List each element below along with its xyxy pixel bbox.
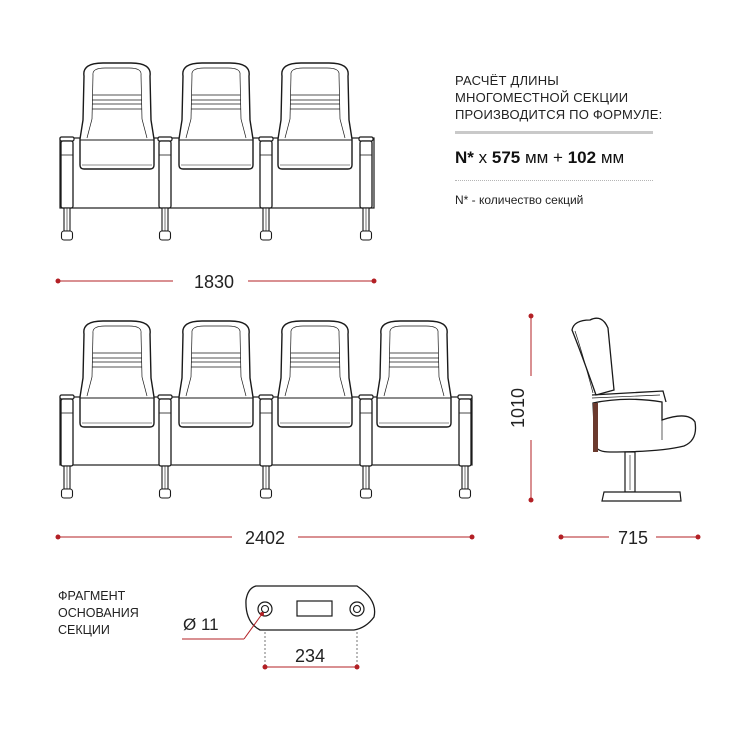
formula-times: х xyxy=(473,148,492,167)
dimension-234 xyxy=(263,646,360,670)
formula-divider xyxy=(455,131,653,134)
armrest-3-4 xyxy=(359,137,373,240)
seat-3-3 xyxy=(278,63,352,169)
armrest-4-3 xyxy=(259,395,273,498)
armrest-4-5 xyxy=(458,395,472,498)
seat-4-1 xyxy=(80,321,154,427)
seat-4-3 xyxy=(278,321,352,427)
dimension-1010-label: 1010 xyxy=(508,387,528,429)
fragment-label-line-1: ФРАГМЕНТ xyxy=(58,589,126,603)
dimension-234-label: 234 xyxy=(294,646,326,666)
three-seat-section xyxy=(60,63,374,240)
formula-n: N* xyxy=(455,148,474,167)
formula-heading xyxy=(455,72,663,123)
dimension-hole-diameter-label: Ø 11 xyxy=(183,615,219,634)
fragment-label xyxy=(58,588,139,639)
formula-heading-line-1: РАСЧЁТ ДЛИНЫ xyxy=(455,73,560,88)
fragment-label-line-2: ОСНОВАНИЯ xyxy=(58,606,139,620)
seat-3-2 xyxy=(179,63,253,169)
dimension-2402 xyxy=(56,528,475,548)
formula-unit-plus: мм + xyxy=(520,148,568,167)
armrest-4-2 xyxy=(158,395,172,498)
armrest-4-4 xyxy=(359,395,373,498)
dimension-1010 xyxy=(508,314,534,503)
armrest-4-1 xyxy=(60,395,74,498)
seat-4-4 xyxy=(377,321,451,427)
dimension-1830-label: 1830 xyxy=(193,272,235,292)
formula-heading-line-2: МНОГОМЕСТНОЙ СЕКЦИИ xyxy=(455,90,629,105)
formula-note: N* - количество секций xyxy=(455,193,584,207)
armrest-3-3 xyxy=(259,137,273,240)
formula-addition: 102 xyxy=(567,148,597,167)
four-seat-section xyxy=(60,321,472,498)
side-view-chair xyxy=(572,318,696,501)
dimension-1830 xyxy=(56,272,377,292)
armrest-3-1 xyxy=(60,137,74,240)
formula-seat-width: 575 xyxy=(491,148,521,167)
formula-block xyxy=(455,72,663,207)
seat-3-1 xyxy=(80,63,154,169)
dimension-2402-label: 2402 xyxy=(244,528,286,548)
formula-dotted-divider xyxy=(455,180,653,181)
armrest-3-2 xyxy=(158,137,172,240)
formula xyxy=(455,148,655,168)
dimension-715 xyxy=(559,528,701,548)
formula-heading-line-3: ПРОИЗВОДИТСЯ ПО ФОРМУЛЕ: xyxy=(455,107,663,122)
fragment-label-line-3: СЕКЦИИ xyxy=(58,623,110,637)
dimension-715-label: 715 xyxy=(617,528,649,548)
seat-4-2 xyxy=(179,321,253,427)
formula-unit: мм xyxy=(596,148,625,167)
